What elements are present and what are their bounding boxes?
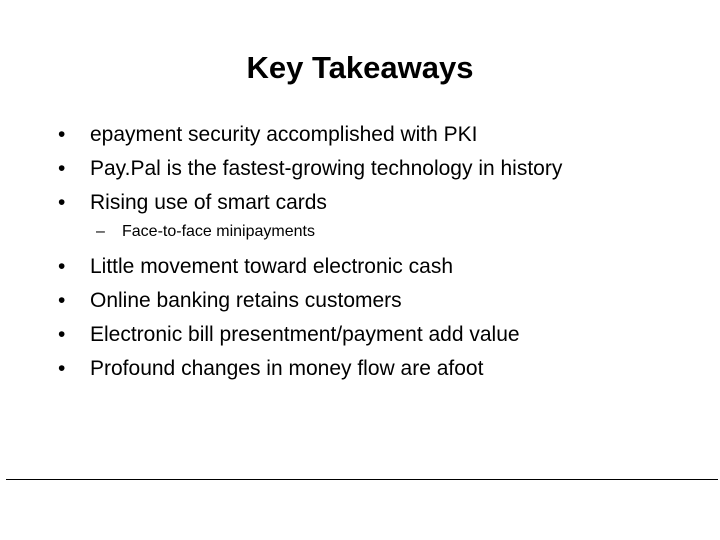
bullet-marker: • <box>58 191 66 214</box>
sub-bullet-item <box>58 218 698 246</box>
bullet-marker: • <box>58 255 66 278</box>
bullet-marker: • <box>58 357 66 380</box>
bullet-item <box>58 250 698 284</box>
bullet-marker: • <box>58 123 66 146</box>
bullet-marker: • <box>58 323 66 346</box>
bullet-item <box>58 352 698 386</box>
bullet-marker: • <box>58 289 66 312</box>
bullet-item <box>58 118 698 152</box>
footer-divider <box>6 479 718 480</box>
bullet-item <box>58 284 698 318</box>
bullet-list <box>58 118 698 386</box>
bullet-text: Rising use of smart cards <box>90 191 327 214</box>
sub-bullet-text: Face-to-face minipayments <box>122 223 315 240</box>
bullet-item <box>58 152 698 186</box>
bullet-text: Pay.Pal is the fastest-growing technology in history <box>90 157 563 180</box>
bullet-item <box>58 318 698 352</box>
sub-bullet-marker: – <box>96 223 105 240</box>
bullet-text: epayment security accomplished with PKI <box>90 123 478 146</box>
bullet-text: Profound changes in money flow are afoot <box>90 357 484 380</box>
bullet-text: Electronic bill presentment/payment add value <box>90 323 520 346</box>
bullet-marker: • <box>58 157 66 180</box>
bullet-item <box>58 186 698 220</box>
slide-title: Key Takeaways <box>246 50 474 85</box>
bullet-text: Online banking retains customers <box>90 289 402 312</box>
bullet-text: Little movement toward electronic cash <box>90 255 453 278</box>
